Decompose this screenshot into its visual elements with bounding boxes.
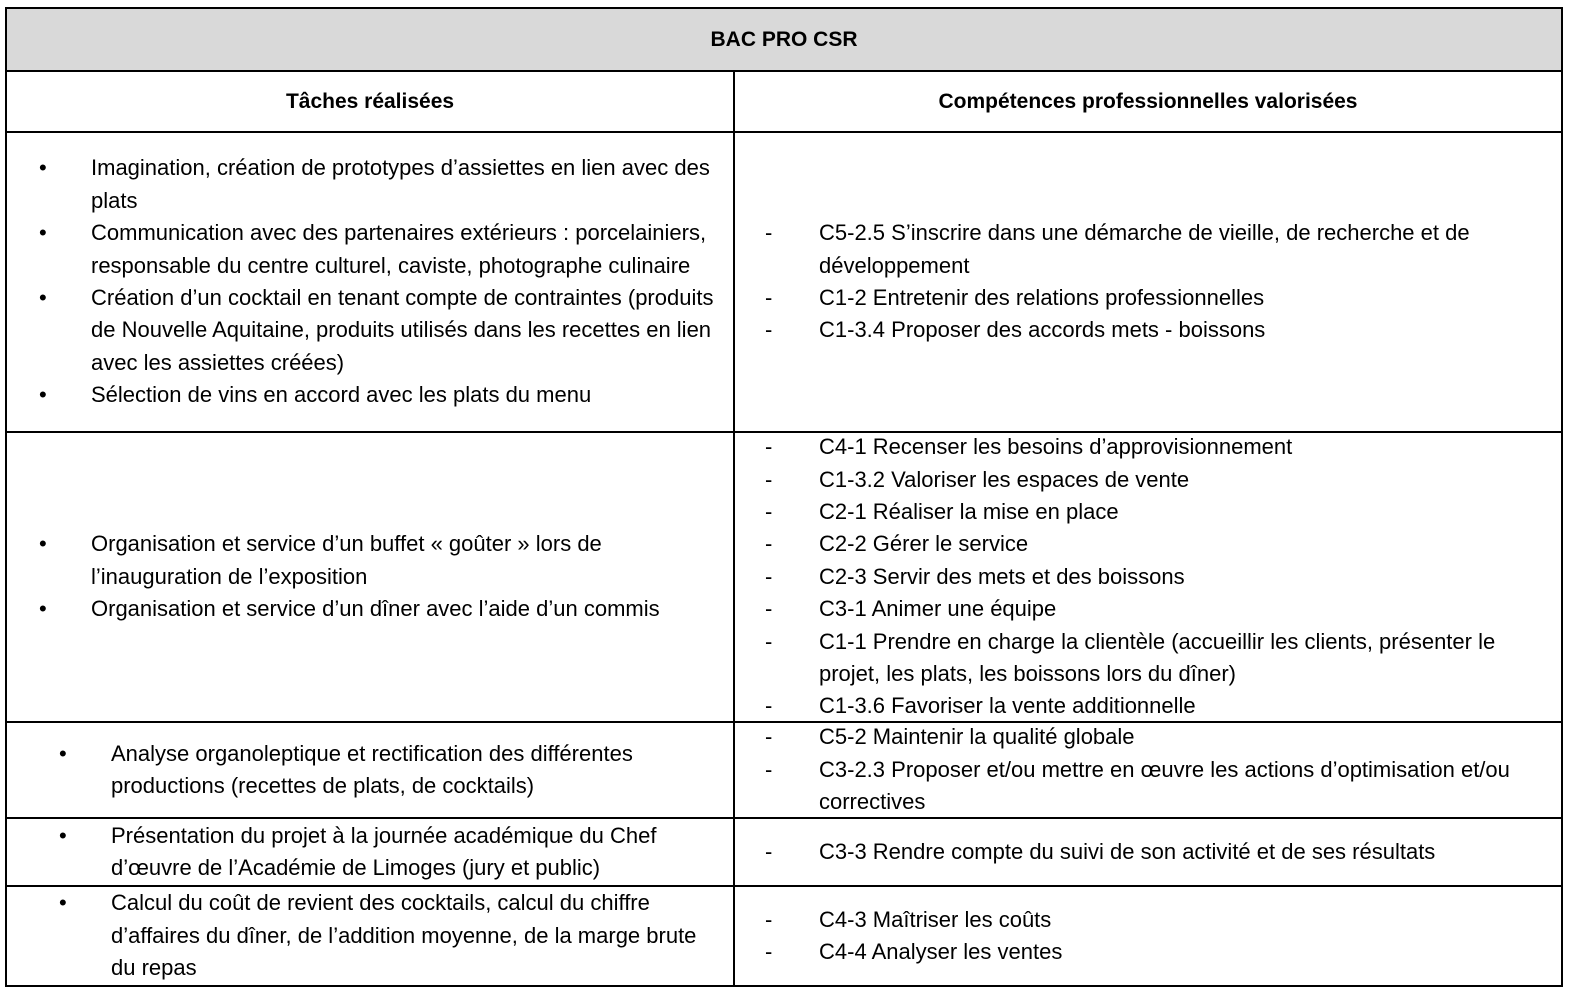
competence-text: C1-3.6 Favoriser la vente additionnelle — [819, 693, 1196, 719]
task-text: Imagination, création de prototypes d’assiettes en lien avec des plats — [91, 155, 710, 213]
bullet-icon: • — [39, 531, 47, 557]
competence-text: C4-1 Recenser les besoins d’approvisionnement — [819, 434, 1293, 460]
task-text: Organisation et service d’un buffet « goûter » lors de l’inauguration de l’exposition — [91, 531, 602, 589]
dash-icon: - — [765, 756, 773, 782]
dash-icon: - — [765, 906, 773, 932]
competence-text: C5-2.5 S’inscrire dans une démarche de vieille, de recherche et de développement — [819, 220, 1470, 278]
list-item — [735, 836, 1561, 868]
competence-text: C1-3.2 Valoriser les espaces de vente — [819, 466, 1190, 492]
bullet-icon: • — [59, 890, 67, 916]
bullet-icon: • — [59, 822, 67, 848]
competences-cell — [733, 817, 1563, 887]
competences-list — [735, 904, 1561, 969]
competence-text: C4-4 Analyser les ventes — [819, 939, 1063, 964]
dash-icon: - — [765, 628, 773, 654]
tasks-cell — [5, 721, 735, 819]
list-item — [735, 464, 1561, 496]
list-item — [735, 217, 1561, 282]
tasks-list — [7, 738, 733, 803]
competence-text: C2-3 Servir des mets et des boissons — [819, 563, 1185, 589]
bullet-icon: • — [39, 382, 47, 408]
tasks-list — [7, 820, 733, 885]
task-text: Création d’un cocktail en tenant compte de contraintes (produits de Nouvelle Aquitaine, produits utilisés dans les recettes en lien avec les assiettes créées) — [91, 285, 714, 375]
list-item — [7, 379, 733, 411]
task-text: Communication avec des partenaires extérieurs : porcelainiers, responsable du centre culturel, caviste, photographe culinaire — [91, 220, 707, 278]
competence-text: C2-2 Gérer le service — [819, 531, 1029, 557]
dash-icon: - — [765, 434, 773, 460]
dash-icon: - — [765, 596, 773, 622]
bullet-icon: • — [39, 220, 47, 246]
competences-cell — [733, 885, 1563, 987]
bullet-icon: • — [39, 596, 47, 622]
task-text: Présentation du projet à la journée académique du Chef d’œuvre de l’Académie de Limoges (jury et public) — [111, 822, 657, 880]
competence-text: C2-1 Réaliser la mise en place — [819, 498, 1119, 524]
list-item — [735, 528, 1561, 560]
competence-text: C1-3.4 Proposer des accords mets - boissons — [819, 317, 1266, 343]
list-item — [7, 738, 733, 803]
dash-icon: - — [765, 498, 773, 524]
competences-list — [735, 431, 1561, 723]
tasks-list — [7, 887, 733, 984]
table-title: BAC PRO CSR — [5, 7, 1563, 72]
competences-list — [735, 836, 1561, 868]
header-tasks: Tâches réalisées — [5, 70, 735, 133]
dash-icon: - — [765, 563, 773, 589]
list-item — [735, 721, 1561, 753]
list-item — [7, 152, 733, 217]
list-item — [735, 754, 1561, 819]
list-item — [7, 528, 733, 593]
task-text: Organisation et service d’un dîner avec l’aide d’un commis — [91, 596, 660, 622]
competence-text: C3-1 Animer une équipe — [819, 596, 1057, 622]
list-item — [735, 431, 1561, 463]
competence-text: C5-2 Maintenir la qualité globale — [819, 724, 1135, 750]
tasks-cell — [5, 817, 735, 887]
dash-icon: - — [765, 285, 773, 310]
dash-icon: - — [765, 939, 773, 964]
dash-icon: - — [765, 693, 773, 719]
competence-text: C3-2.3 Proposer et/ou mettre en œuvre les actions d’optimisation et/ou correctives — [819, 756, 1510, 815]
competences-cell — [733, 431, 1563, 723]
dash-icon: - — [765, 317, 773, 343]
list-item — [7, 820, 733, 885]
dash-icon: - — [765, 531, 773, 557]
competences-cell — [733, 721, 1563, 819]
dash-icon: - — [765, 724, 773, 750]
list-item — [735, 626, 1561, 691]
task-text: Calcul du coût de revient des cocktails, calcul du chiffre d’affaires du dîner, de l’addition moyenne, de la marge brute du repas — [111, 890, 697, 981]
task-text: Sélection de vins en accord avec les plats du menu — [91, 382, 592, 408]
competences-table — [5, 7, 1563, 987]
dash-icon: - — [765, 838, 773, 864]
list-item — [7, 282, 733, 379]
bullet-icon: • — [39, 155, 47, 181]
list-item — [7, 593, 733, 625]
list-item — [735, 496, 1561, 528]
list-item — [7, 887, 733, 984]
list-item — [735, 314, 1561, 346]
list-item — [735, 690, 1561, 722]
list-item — [735, 561, 1561, 593]
tasks-list — [7, 152, 733, 411]
list-item — [735, 282, 1561, 314]
task-text: Analyse organoleptique et rectification des différentes productions (recettes de plats, de cocktails) — [111, 740, 633, 798]
tasks-list — [7, 528, 733, 625]
header-competences: Compétences professionnelles valorisées — [733, 70, 1563, 133]
list-item — [735, 904, 1561, 936]
competences-list — [735, 721, 1561, 818]
competence-text: C1-1 Prendre en charge la clientèle (accueillir les clients, présenter le projet, les plats, les boissons lors du dîner) — [819, 628, 1496, 687]
competence-text: C3-3 Rendre compte du suivi de son activité et de ses résultats — [819, 838, 1436, 864]
competence-text: C1-2 Entretenir des relations professionnelles — [819, 285, 1265, 310]
tasks-cell — [5, 885, 735, 987]
list-item — [735, 936, 1561, 968]
dash-icon: - — [765, 220, 773, 246]
competences-cell — [733, 131, 1563, 433]
bullet-icon: • — [39, 285, 47, 310]
dash-icon: - — [765, 466, 773, 492]
tasks-cell — [5, 431, 735, 723]
competences-list — [735, 217, 1561, 347]
tasks-cell — [5, 131, 735, 433]
bullet-icon: • — [59, 740, 67, 766]
list-item — [735, 593, 1561, 625]
competence-text: C4-3 Maîtriser les coûts — [819, 906, 1052, 932]
list-item — [7, 217, 733, 282]
